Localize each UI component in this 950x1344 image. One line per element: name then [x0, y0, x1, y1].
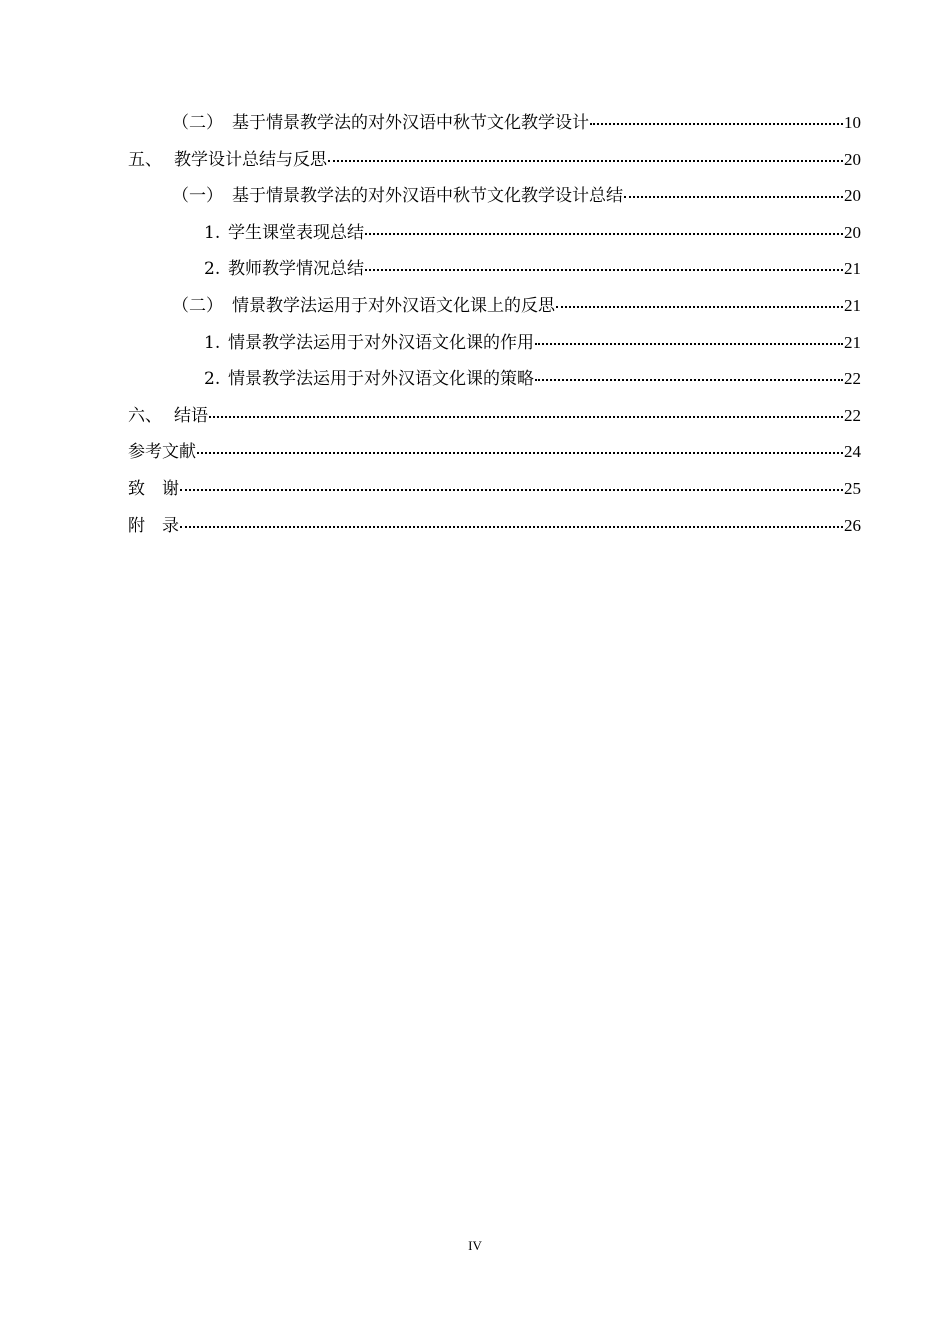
toc-entry-number: 六、	[128, 405, 162, 426]
dot-leader	[535, 378, 843, 381]
toc-entry-number: （一）	[172, 186, 223, 207]
toc-entry-page: 22	[844, 369, 861, 389]
toc-entry-page: 25	[844, 478, 861, 498]
toc-entry[interactable]	[128, 291, 861, 328]
toc-entry-page: 20	[844, 149, 861, 169]
toc-entry[interactable]	[128, 145, 861, 182]
dot-leader	[365, 268, 843, 271]
toc-entry-number: 2.	[204, 259, 221, 280]
toc-entry[interactable]	[128, 218, 861, 255]
toc-entry-page: 22	[844, 405, 861, 425]
toc-entry-page: 24	[844, 442, 861, 462]
toc-entry[interactable]	[128, 254, 861, 291]
toc-entry-title: 学生课堂表现总结	[228, 222, 364, 243]
toc-entry-number: （二）	[172, 113, 223, 133]
toc-entry-page: 10	[844, 113, 861, 132]
toc-entry-page: 21	[844, 259, 861, 279]
dot-leader	[624, 195, 843, 198]
toc-entry[interactable]	[128, 437, 861, 474]
toc-entry-number: 1.	[204, 222, 221, 243]
table-of-contents	[128, 108, 861, 547]
dot-leader	[197, 451, 843, 454]
toc-entry-number: （二）	[172, 295, 223, 316]
toc-entry-number: 2.	[204, 369, 221, 390]
dot-leader	[556, 305, 843, 308]
dot-leader	[535, 342, 843, 345]
dot-leader	[365, 232, 843, 235]
toc-entry-page: 26	[844, 515, 861, 535]
toc-entry[interactable]	[128, 401, 861, 438]
toc-entry[interactable]	[128, 328, 861, 365]
dot-leader	[180, 488, 843, 491]
toc-entry-title: 情景教学法运用于对外汉语文化课的策略	[228, 369, 534, 390]
toc-entry-title: 基于情景教学法的对外汉语中秋节文化教学设计	[232, 113, 589, 133]
toc-entry-title: 基于情景教学法的对外汉语中秋节文化教学设计总结	[232, 186, 623, 207]
toc-entry-page: 21	[844, 295, 861, 315]
dot-leader	[590, 122, 843, 125]
toc-entry-title: 情景教学法运用于对外汉语文化课的作用	[228, 332, 534, 353]
toc-entry-page: 21	[844, 332, 861, 352]
toc-entry[interactable]	[128, 511, 861, 548]
page-number-footer: IV	[468, 1238, 482, 1253]
dot-leader	[328, 159, 843, 162]
toc-entry[interactable]	[128, 474, 861, 511]
toc-entry-title: 教学设计总结与反思	[174, 149, 327, 170]
toc-entry-title: 参考文献	[128, 442, 196, 463]
dot-leader	[209, 415, 843, 418]
toc-entry-title: 致 谢	[128, 478, 179, 499]
toc-entry-title: 结语	[174, 405, 208, 426]
dot-leader	[180, 525, 843, 528]
toc-entry-number: 1.	[204, 332, 221, 353]
toc-entry[interactable]	[128, 181, 861, 218]
toc-entry-page: 20	[844, 186, 861, 206]
toc-entry[interactable]	[128, 364, 861, 401]
toc-entry-title: 附 录	[128, 515, 179, 536]
toc-entry-page: 20	[844, 222, 861, 242]
toc-entry-title: 教师教学情况总结	[228, 259, 364, 280]
toc-entry-number: 五、	[128, 149, 162, 170]
toc-entry[interactable]	[128, 108, 861, 145]
toc-entry-title: 情景教学法运用于对外汉语文化课上的反思	[232, 295, 555, 316]
